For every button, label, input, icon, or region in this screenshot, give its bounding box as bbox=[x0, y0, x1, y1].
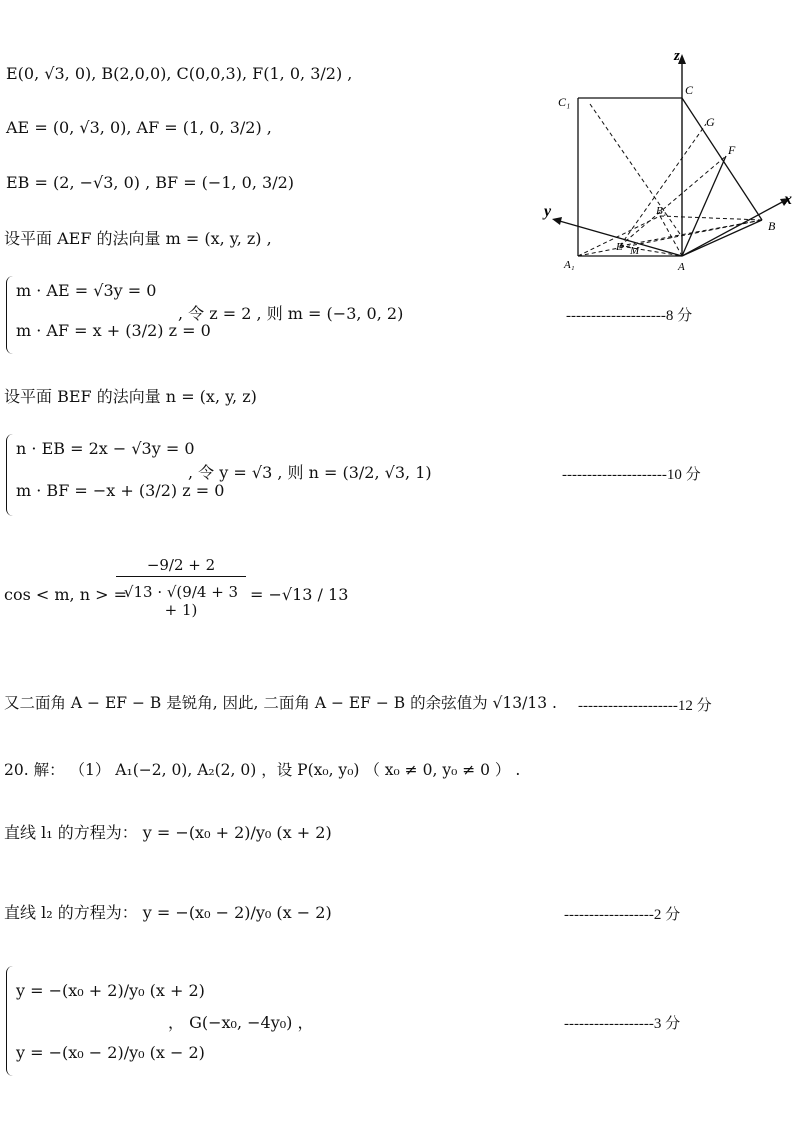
score-3: ------------------3 分 bbox=[564, 1016, 681, 1032]
line-l2-equation: 直线 l₂ 的方程为： y = −(x₀ − 2)/y₀ (x − 2) bbox=[4, 903, 332, 922]
label-a1: A₁ bbox=[564, 259, 575, 271]
label-c: C bbox=[685, 83, 694, 97]
score-8: --------------------8 分 bbox=[566, 308, 693, 324]
system3-brace bbox=[6, 966, 13, 1076]
label-f: F bbox=[728, 143, 736, 157]
cos-denominator: √13 · √(9/4 + 3 + 1) bbox=[123, 583, 239, 619]
label-c1: C₁ bbox=[558, 95, 571, 109]
coords-line: E(0, √3, 0), B(2,0,0), C(0,0,3), F(1, 0, 3/2) , bbox=[6, 64, 353, 83]
normal-n-intro: 设平面 BEF 的法向量 n = (x, y, z) bbox=[4, 387, 257, 406]
system2-eq-a: n · EB = 2x − √3y = 0 bbox=[16, 439, 195, 458]
problem-20-start: 20. 解： （1） A₁(−2, 0), A₂(2, 0) ，设 P(x₀, y₀) （ x₀ ≠ 0, y₀ ≠ 0 ） . bbox=[4, 761, 521, 779]
score-2: ------------------2 分 bbox=[564, 907, 681, 923]
system2-solution: , 令 y = √3 , 则 n = (3/2, √3, 1) bbox=[188, 463, 432, 482]
system1-eq-b: m · AF = x + (3/2) z = 0 bbox=[16, 321, 211, 340]
label-z: z bbox=[674, 48, 680, 64]
geometry-figure bbox=[530, 44, 794, 274]
score-10: ---------------------10 分 bbox=[562, 467, 701, 483]
label-b: B bbox=[768, 219, 776, 233]
system2-brace bbox=[6, 434, 13, 516]
cos-fraction bbox=[116, 556, 246, 619]
system1-solution: , 令 z = 2 , 则 m = (−3, 0, 2) bbox=[178, 304, 404, 323]
system1-eq-a: m · AE = √3y = 0 bbox=[16, 281, 157, 300]
system1-brace bbox=[6, 276, 13, 354]
label-y: y bbox=[544, 203, 552, 220]
label-a: A bbox=[678, 261, 685, 273]
dihedral-conclusion: 又二面角 A − EF − B 是锐角, 因此, 二面角 A − EF − B 的余弦值为 √13/13 . bbox=[4, 694, 557, 712]
normal-m-intro: 设平面 AEF 的法向量 m = (x, y, z) , bbox=[4, 229, 272, 248]
cos-left: cos < m, n > = bbox=[4, 585, 128, 604]
label-m: M bbox=[630, 245, 640, 257]
label-e: E bbox=[616, 241, 623, 253]
line-l1-equation: 直线 l₁ 的方程为： y = −(x₀ + 2)/y₀ (x + 2) bbox=[4, 823, 332, 842]
score-12: --------------------12 分 bbox=[578, 698, 712, 714]
vectors-ae-af: AE = (0, √3, 0), AF = (1, 0, 3/2) , bbox=[6, 118, 272, 137]
label-b1: B₁ bbox=[656, 205, 667, 217]
system2-eq-b: m · BF = −x + (3/2) z = 0 bbox=[16, 481, 225, 500]
system3-eq-b: y = −(x₀ − 2)/y₀ (x − 2) bbox=[16, 1043, 205, 1062]
system3-solution: ， G(−x₀, −4y₀) ， bbox=[168, 1013, 314, 1032]
label-x: x bbox=[784, 191, 792, 208]
system3-eq-a: y = −(x₀ + 2)/y₀ (x + 2) bbox=[16, 981, 205, 1000]
cos-numerator: −9/2 + 2 bbox=[116, 556, 246, 577]
vectors-eb-bf: EB = (2, −√3, 0) , BF = (−1, 0, 3/2) bbox=[6, 173, 295, 192]
cos-right: = −√13 / 13 bbox=[250, 585, 349, 604]
label-g: G bbox=[706, 115, 715, 129]
